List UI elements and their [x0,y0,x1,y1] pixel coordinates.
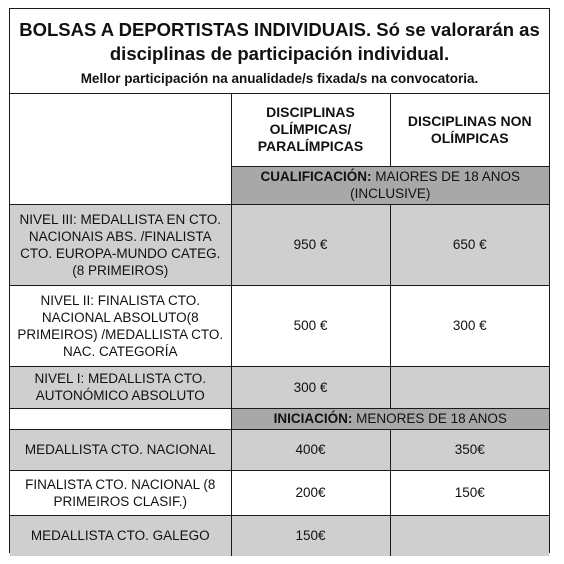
table-row [10,515,549,556]
section-row-iniciacion [10,408,549,429]
scholarship-table-document [9,8,550,553]
amount-olympic: 150€ [231,515,390,556]
section-cualificacion [231,166,549,204]
scholarship-table [10,94,549,556]
level-cell: NIVEL II: FINALISTA CTO. NACIONAL ABSOLUTO(8 PRIMEIROS) /MEDALLISTA CTO. NAC. CATEGORÍA [10,285,231,366]
document-title: BOLSAS A DEPORTISTAS INDIVIDUAIS. Só se valorarán as disciplinas de participación individual. [19,19,540,64]
amount-non-olympic: 150€ [390,470,549,515]
level-cell: MEDALLISTA CTO. NACIONAL [10,429,231,470]
level-cell: MEDALLISTA CTO. GALEGO [10,515,231,556]
table-row [10,470,549,515]
amount-olympic: 400€ [231,429,390,470]
amount-olympic: 500 € [231,285,390,366]
column-header-olympic: DISCIPLINAS OLÍMPICAS/ PARALÍMPICAS [231,94,390,166]
section-cualificacion-label: CUALIFICACIÓN: [260,169,372,184]
amount-non-olympic: 650 € [390,204,549,285]
amount-olympic: 950 € [231,204,390,285]
column-header-non-olympic: DISCIPLINAS NON OLÍMPICAS [390,94,549,166]
level-cell: FINALISTA CTO. NACIONAL (8 PRIMEIROS CLASIF.) [10,470,231,515]
table-row [10,429,549,470]
section-iniciacion-label: INICIACIÓN: [273,411,353,426]
amount-non-olympic [390,515,549,556]
section-iniciacion [231,408,549,429]
column-header-row [10,94,549,166]
section-iniciacion-empty-cell [10,408,231,429]
section-iniciacion-detail: MENORES DE 18 ANOS [352,411,507,426]
amount-non-olympic [390,366,549,408]
amount-olympic: 200€ [231,470,390,515]
section-cualificacion-detail: MAIORES DE 18 ANOS (INCLUSIVE) [350,169,521,201]
amount-olympic: 300 € [231,366,390,408]
document-subtitle: Mellor participación na anualidade/s fixada/s na convocatoria. [80,71,479,86]
table-row [10,285,549,366]
header-empty-cell [10,94,231,204]
document-header [10,9,549,94]
level-cell: NIVEL I: MEDALLISTA CTO. AUTONÓMICO ABSOLUTO [10,366,231,408]
amount-non-olympic: 350€ [390,429,549,470]
amount-non-olympic: 300 € [390,285,549,366]
table-row [10,366,549,408]
level-cell: NIVEL III: MEDALLISTA EN CTO. NACIONAIS ABS. /FINALISTA CTO. EUROPA-MUNDO CATEG. (8 PRIMEIROS) [10,204,231,285]
table-row [10,204,549,285]
